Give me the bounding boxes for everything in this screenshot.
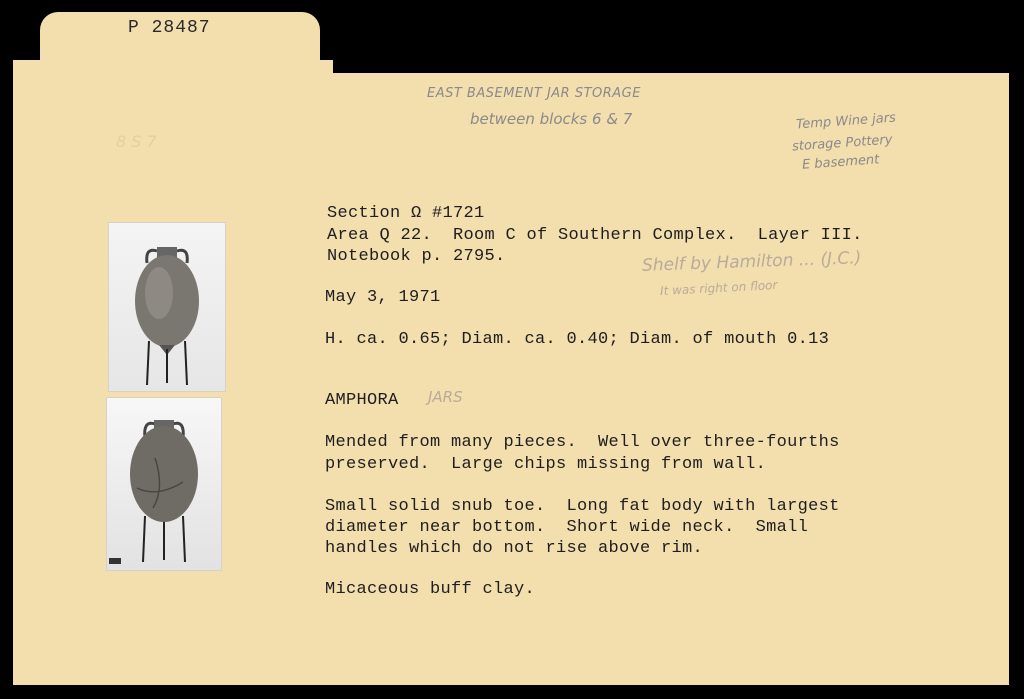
amphora-icon (107, 398, 221, 570)
storage-note-line2: between blocks 6 & 7 (470, 110, 633, 128)
temp-note-line1: Temp Wine jars (795, 110, 897, 133)
amphora-icon (109, 223, 225, 391)
temp-note-line2: storage Pottery (791, 132, 893, 155)
storage-note-line1: EAST BASEMENT JAR STORAGE (427, 86, 641, 101)
clay-line: Micaceous buff clay. (325, 580, 536, 599)
object-name: AMPHORA (325, 391, 399, 410)
section-line: Section Ω #1721 (327, 204, 485, 223)
inventory-number: P 28487 (128, 18, 211, 38)
date-line: May 3, 1971 (325, 288, 441, 307)
amphora-photo-bottom (106, 397, 222, 571)
amphora-photo-top (108, 222, 226, 392)
description-1-line2: preserved. Large chips missing from wall. (325, 455, 767, 474)
description-2-line1: Small solid snub toe. Long fat body with largest (325, 497, 840, 516)
temp-note-line3: E basement (801, 152, 880, 173)
dimensions-line: H. ca. 0.65; Diam. ca. 0.40; Diam. of mouth 0.13 (325, 330, 830, 349)
description-2-line2: diameter near bottom. Short wide neck. Small (325, 518, 809, 537)
jars-annotation: JARS (428, 388, 463, 406)
shelf-note-line1: Shelf by Hamilton ... (J.C.) (641, 248, 862, 276)
description-1-line1: Mended from many pieces. Well over three-fourths (325, 433, 840, 452)
description-2-line3: handles which do not rise above rim. (325, 539, 704, 558)
faint-pencil-note: 8 S 7 (116, 132, 157, 151)
area-line: Area Q 22. Room C of Southern Complex. Layer III. (327, 226, 863, 245)
shelf-note-line2: It was right on floor (659, 277, 778, 299)
notebook-line: Notebook p. 2795. (327, 247, 506, 266)
